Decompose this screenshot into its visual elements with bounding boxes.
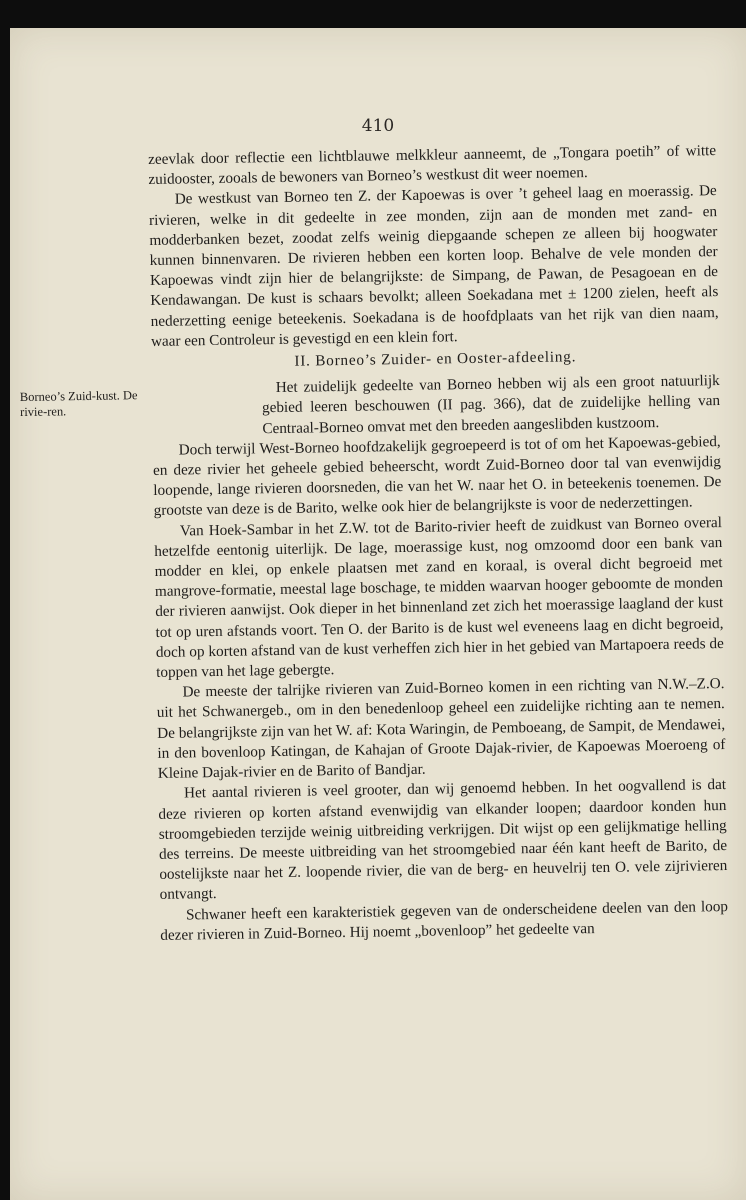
paragraph-kapoewas-gebied: Doch terwijl West-Borneo hoofdzakelijk gegroepeerd is tot of om het Kapoewas-gebied, en deze rivier het geheele gebied beheerscht, wordt Zuid-Borneo door tal van evenwijdig loopende, lange rivieren doorsneden, die van het W. naar het O. in beteekenis toenemen. De grootste van deze is de Barito, welke ook hier de belangrijkste is voor de nederzettingen. [152, 432, 722, 520]
text-body [19, 141, 729, 946]
page-number: 410 [361, 116, 395, 136]
paragraph-aantal-rivieren: Het aantal rivieren is veel grooter, dan wij genoemd hebben. In het oogvallend is dat deze rivieren op korten afstand evenwijdig van elkander loopen; daardoor konden hun stroomgebieden terzijde weinig uitbreiding verkrijgen. Dit wijst op een gelijkmatige helling des terreins. De meeste uitbreiding van het stroomgebied naar één kant heeft de Barito, de oostelijkste naar het Z. loopende rivier, die van de berg- en heuvelrij ten O. vele zijrivieren ontvangt. [158, 776, 728, 904]
margin-note: Borneo’s Zuid-kust. De rivie-ren. [19, 388, 138, 420]
paragraph-schwaner: Schwaner heeft een karakteristiek gegeven van de onderscheidene deelen van den loop dezer rivieren in Zuid-Borneo. Hij noemt „bovenloop” het gedeelte van [160, 897, 729, 944]
paragraph-westkust: De westkust van Borneo ten Z. der Kapoewas is over ’t geheel laag en moerassig. De rivieren, welke in dit gedeelte in zee monden, zijn aan de monden met zand- en modderbanken bezet, zoodat zelfs weinig diepgaande schepen ze alleen bij hoogwater kunnen binnenvaren. De rivieren hebben een korten loop. Behalve de vele monden der Kapoewas vindt zijn hier de belangrijkste: de Simpang, de Pawan, de Pesagoean en de Kendawangan. De kust is schaars bevolkt; alleen Soekadana met ± 1200 zielen, heeft als nederzetting eenige beteekenis. Soekadana is de hoofdplaats van het rijk van dien naam, waar een Controleur is gevestigd en een klein fort. [148, 182, 719, 350]
paragraph-continued: zeevlak door reflectie een lichtblauwe melkkleur aanneemt, de „Tongara poetih” of witte zuidooster, zooals de bewoners van Borneo’s westkust dit weer noemen. [148, 142, 717, 189]
section-heading: II. Borneo’s Zuider- en Ooster-afdeeling. [294, 348, 577, 370]
section-intro-block [19, 371, 721, 441]
paragraph-rivieren: De meeste der talrijke rivieren van Zuid-Borneo komen in een richting van N.W.–Z.O. uit het Schwanergeb., om in den benedenloop geheel een zuidelijke richting aan te nemen. De belangrijkste zijn van het W. af: Kota Waringin, de Pemboeang, de Sampit, de Mendawei, in den bovenloop Katingan, de Kahajan of Groote Dajak-rivier, de Kapoewas Moeroeng of Kleine Dajak-rivier en de Barito of Bandjar. [156, 675, 726, 783]
book-page [10, 28, 746, 1200]
section-intro-paragraph: Het zuidelijk gedeelte van Borneo hebben wij als een groot natuurlijk gebied leeren beschouwen (II pag. 366), dat de zuidelijke helling van Centraal-Borneo omvat met den breeden aangeslibden kustzoom. [261, 372, 721, 437]
paragraph-zuidkust: Van Hoek-Sambar in het Z.W. tot de Barito-rivier heeft de zuidkust van Borneo overal hetzelfde eentonig uiterlijk. De lage, moerassige kust, nog omzoomd door een bank van modder en klei, op enkele plaatsen met zand en koraal, is overal dicht begroeid met mangrove-formatie, meestal lage boschage, te midden waarvan hooger geboomte de monden der rivieren aanwijst. Ook dieper in het binnenland zet zich het moerassige laagland der kust tot op uren afstands voort. Ten O. der Barito is de kust wel eveneens laag en dicht begroeid, doch op korten afstand van de kust verheffen zich hier in het gebied van Martapoera reeds de toppen van het lage gebergte. [154, 513, 724, 682]
